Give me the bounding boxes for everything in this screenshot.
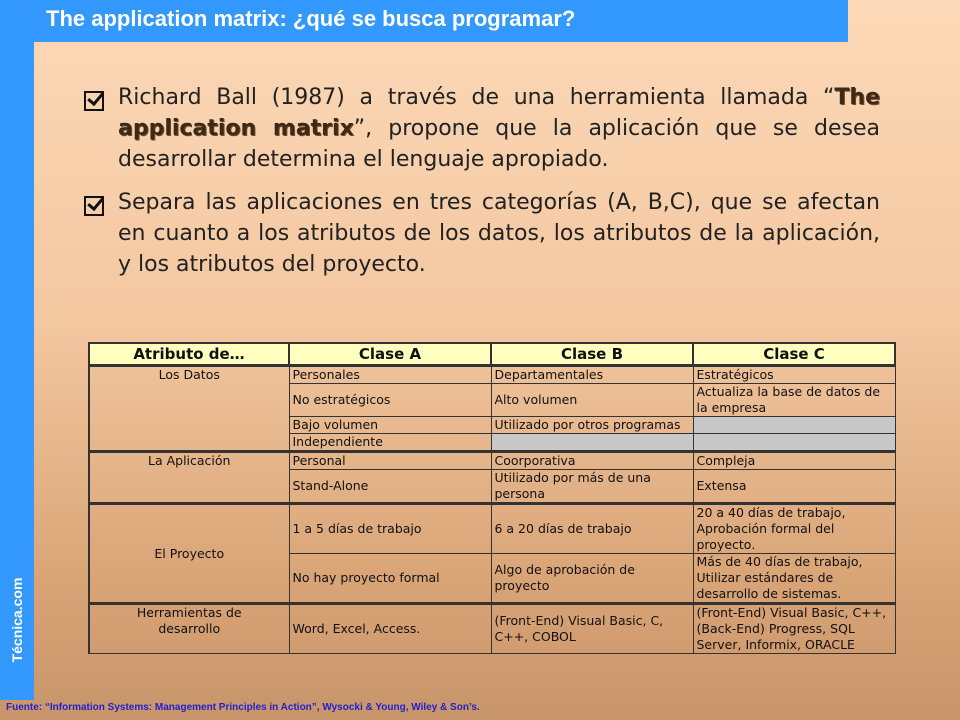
table-cell: Más de 40 días de trabajo, Utilizar estándares de desarrollo de sistemas. — [693, 554, 895, 604]
group-label: Herramientas de desarrollo — [89, 604, 289, 654]
table-row — [89, 604, 895, 654]
table-cell: No hay proyecto formal — [289, 554, 491, 604]
table-cell: 1 a 5 días de trabajo — [289, 504, 491, 554]
bullet-text: Separa las aplicaciones en tres categorías (A, B,C), que se afectan en cuanto a los atributos de los datos, los atributos de la aplicación, y los atributos del proyecto. — [118, 190, 880, 277]
table-cell: (Front-End) Visual Basic, C++, (Back-End) Progress, SQL Server, Informix, ORACLE — [693, 604, 895, 654]
bullet-text — [118, 82, 880, 175]
table-cell: Personal — [289, 452, 491, 470]
source-citation: Fuente: “Information Systems: Management Principles in Action”, Wysocki & Young, Wiley & Son’s. — [6, 702, 480, 713]
table-cell: Utilizado por otros programas — [491, 417, 693, 434]
column-header: Atributo de… — [89, 343, 289, 366]
table-cell: Departamentales — [491, 366, 693, 384]
page-title: The application matrix: ¿qué se busca programar? — [46, 6, 576, 31]
table-cell: 20 a 40 días de trabajo, Aprobación formal del proyecto. — [693, 504, 895, 554]
title-bar — [34, 0, 848, 42]
checkbox-icon — [84, 196, 104, 216]
table-row — [89, 366, 895, 384]
table-cell: Word, Excel, Access. — [289, 604, 491, 654]
table-cell: Algo de aprobación de proyecto — [491, 554, 693, 604]
sidebar-bar — [0, 0, 34, 700]
brand-label: Técnica.com — [9, 577, 25, 663]
bullet-text-part: ”, propone que la aplicación que se desea desarrollar determina el lenguaje apropiado. — [118, 116, 880, 172]
application-matrix-table — [88, 342, 896, 654]
bullet-list — [84, 82, 880, 292]
table-cell: Extensa — [693, 470, 895, 504]
table-cell: Independiente — [289, 434, 491, 452]
bullet-emphasis: The application matrix — [118, 85, 880, 141]
table-header-row — [89, 343, 895, 366]
group-label: El Proyecto — [89, 504, 289, 604]
table-cell: (Front-End) Visual Basic, C, C++, COBOL — [491, 604, 693, 654]
column-header: Clase C — [693, 343, 895, 366]
table-cell: Utilizado por más de una persona — [491, 470, 693, 504]
bullet-text-part: Richard Ball (1987) a través de una herramienta llamada “ — [118, 85, 835, 110]
group-label: La Aplicación — [89, 452, 289, 504]
checkbox-icon — [84, 91, 104, 111]
empty-cell — [693, 417, 895, 434]
empty-cell — [491, 434, 693, 452]
table-row — [89, 452, 895, 470]
table-cell: Compleja — [693, 452, 895, 470]
table-cell: Actualiza la base de datos de la empresa — [693, 384, 895, 417]
table-row — [89, 504, 895, 554]
table-cell: 6 a 20 días de trabajo — [491, 504, 693, 554]
bullet-item — [84, 187, 880, 280]
table-cell: Bajo volumen — [289, 417, 491, 434]
column-header: Clase A — [289, 343, 491, 366]
table-cell: Estratégicos — [693, 366, 895, 384]
table-cell: No estratégicos — [289, 384, 491, 417]
empty-cell — [693, 434, 895, 452]
table-cell: Stand-Alone — [289, 470, 491, 504]
bullet-item — [84, 82, 880, 175]
group-label: Los Datos — [89, 366, 289, 452]
table-cell: Coorporativa — [491, 452, 693, 470]
table-cell: Personales — [289, 366, 491, 384]
column-header: Clase B — [491, 343, 693, 366]
table-cell: Alto volumen — [491, 384, 693, 417]
